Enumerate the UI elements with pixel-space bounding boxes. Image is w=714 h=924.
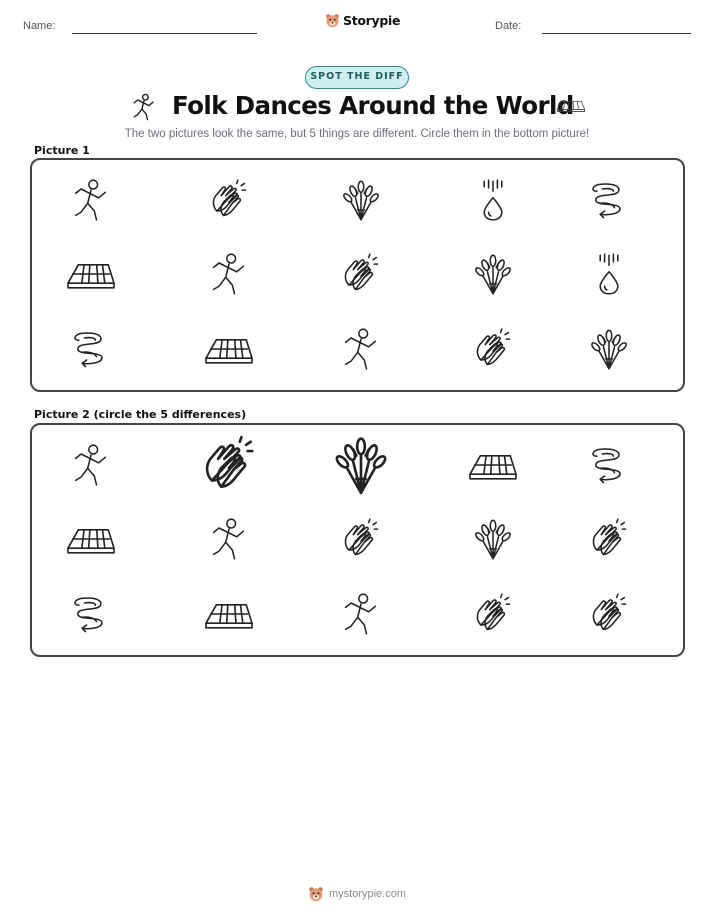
picture-2-cell-r2c5[interactable]	[579, 509, 639, 569]
picture-1-cell-r1c1	[61, 170, 121, 230]
clapping-hands-icon	[587, 592, 631, 636]
dancer-icon	[339, 327, 383, 371]
dance-floor-icon	[68, 516, 114, 562]
picture-2-cell-r3c2[interactable]	[199, 584, 259, 644]
picture-2-cell-r1c1[interactable]	[61, 435, 121, 495]
wheat-bundle-icon	[339, 178, 383, 222]
picture-2-label: Picture 2 (circle the 5 differences)	[34, 408, 247, 421]
picture-1-cell-r1c4	[463, 170, 523, 230]
picture-1-cell-r3c5	[579, 319, 639, 379]
picture-2-cell-r3c1[interactable]	[61, 584, 121, 644]
clapping-hands-icon	[339, 517, 383, 561]
wheat-bundle-icon	[587, 327, 631, 371]
dance-floor-icon	[206, 591, 252, 637]
picture-1-label: Picture 1	[34, 144, 90, 157]
picture-1-cell-r2c3	[331, 244, 391, 304]
water-drop-icon	[587, 252, 631, 296]
footer-url: mystorypie.com	[329, 888, 407, 900]
name-label: Name:	[23, 20, 56, 32]
picture-1-cell-r3c3	[331, 319, 391, 379]
ribbon-icon	[587, 178, 631, 222]
clapping-hands-icon	[471, 592, 515, 636]
wheat-bundle-icon	[471, 517, 515, 561]
brand	[325, 13, 400, 28]
bear-logo-icon	[308, 886, 324, 902]
picture-2-cell-r2c2[interactable]	[199, 509, 259, 569]
picture-2-cell-r1c3[interactable]	[331, 435, 391, 495]
dancer-icon	[130, 91, 158, 123]
picture-2-cell-r3c4[interactable]	[463, 584, 523, 644]
date-label: Date:	[495, 20, 522, 32]
dancer-icon	[69, 443, 113, 487]
picture-1-cell-r1c3	[331, 170, 391, 230]
picture-1-cell-r1c5	[579, 170, 639, 230]
dance-floor-icon	[68, 251, 114, 297]
name-line[interactable]	[72, 33, 257, 34]
picture-2-panel[interactable]	[30, 423, 685, 657]
wheat-bundle-icon	[471, 252, 515, 296]
picture-1-cell-r3c2	[199, 319, 259, 379]
clapping-hands-icon	[587, 517, 631, 561]
picture-1-cell-r2c2	[199, 244, 259, 304]
dance-floor-icon	[556, 99, 586, 113]
picture-2-cell-r1c5[interactable]	[579, 435, 639, 495]
dance-floor-icon	[206, 326, 252, 372]
picture-2-cell-r1c2[interactable]	[199, 435, 259, 495]
picture-1-cell-r2c5	[579, 244, 639, 304]
picture-1-cell-r2c1	[61, 244, 121, 304]
ribbon-icon	[69, 592, 113, 636]
clapping-hands-icon	[339, 252, 383, 296]
dancer-icon	[339, 592, 383, 636]
bear-logo-icon	[325, 13, 340, 28]
picture-1-cell-r3c4	[463, 319, 523, 379]
page-title: Folk Dances Around the World	[172, 91, 574, 120]
picture-1-cell-r3c1	[61, 319, 121, 379]
dancer-icon	[207, 252, 251, 296]
picture-2-cell-r3c5[interactable]	[579, 584, 639, 644]
picture-1-panel	[30, 158, 685, 392]
footer	[308, 886, 406, 902]
dance-floor-icon	[470, 442, 516, 488]
clapping-hands-icon	[207, 178, 251, 222]
ribbon-icon	[587, 443, 631, 487]
picture-2-cell-r2c3[interactable]	[331, 509, 391, 569]
clapping-hands-icon	[471, 327, 515, 371]
water-drop-icon	[471, 178, 515, 222]
ribbon-icon	[69, 327, 113, 371]
dancer-icon	[207, 517, 251, 561]
picture-1-cell-r1c2	[199, 170, 259, 230]
brand-name: Storypie	[343, 13, 401, 28]
picture-2-cell-r2c4[interactable]	[463, 509, 523, 569]
picture-2-cell-r1c4[interactable]	[463, 435, 523, 495]
wheat-bundle-icon	[330, 434, 392, 496]
date-line[interactable]	[542, 33, 691, 34]
activity-badge: SPOT THE DIFF	[305, 66, 409, 89]
picture-2-cell-r2c1[interactable]	[61, 509, 121, 569]
dancer-icon	[69, 178, 113, 222]
clapping-hands-icon	[198, 434, 260, 496]
picture-2-cell-r3c3[interactable]	[331, 584, 391, 644]
picture-1-cell-r2c4	[463, 244, 523, 304]
instructions: The two pictures look the same, but 5 things are different. Circle them in the bottom picture!	[124, 128, 590, 140]
